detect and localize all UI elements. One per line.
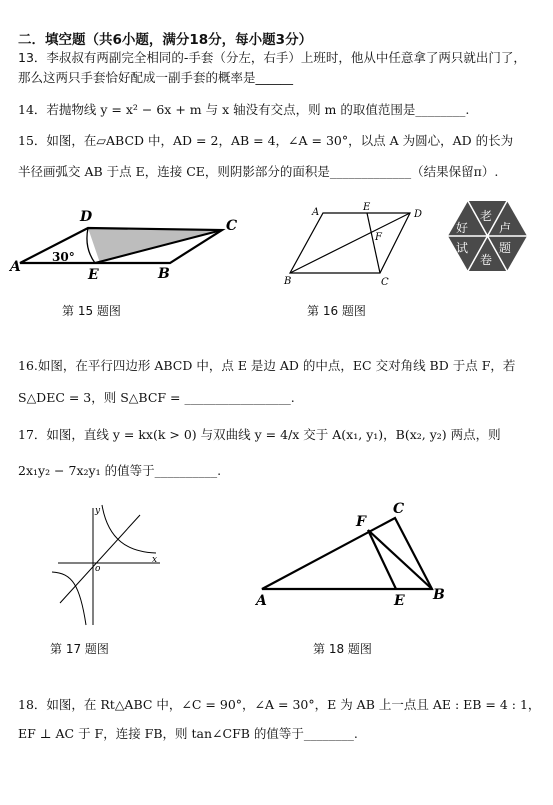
- fig17-label-y: y: [95, 506, 101, 516]
- q17-line2: 2x₁y₂ − 7x₂y₁ 的值等于__________.: [18, 463, 222, 478]
- fig15-caption: 第 15 题图: [62, 304, 121, 318]
- q15-line2: 半径画弧交 AB 于点 E，连接 CE，则阴影部分的面积是_____________（结果保留π）.: [18, 164, 499, 179]
- fig15-label-c: C: [226, 218, 238, 234]
- fig16-caption: 第 16 题图: [307, 304, 366, 318]
- fig16-label-e: E: [363, 202, 371, 213]
- q15-line1: 15．如图，在▱ABCD 中，AD = 2，AB = 4，∠A = 30°，以点 A 为圆心，AD 的长为: [18, 133, 514, 148]
- q16-line2: S△DEC = 3，则 S△BCF = _________________.: [18, 390, 295, 405]
- fig15-label-d: D: [80, 209, 93, 225]
- fig16-label-f: F: [375, 232, 382, 243]
- fig15-label-a: A: [10, 259, 21, 275]
- fig16-label-c: C: [381, 277, 389, 288]
- q18-line1: 18．如图，在 Rt△ABC 中，∠C = 90°，∠A = 30°，E 为 AB 上一点且 AE : EB = 4 : 1，: [18, 697, 541, 712]
- q16-line1: 16.如图，在平行四边形 ABCD 中，点 E 是边 AD 的中点，EC 交对角线 BD 于点 F，若: [18, 358, 516, 373]
- fig18-label-e: E: [394, 593, 405, 609]
- logo-char-6: 题: [499, 241, 512, 255]
- fig18-label-a: A: [256, 593, 267, 609]
- logo-char-5: 卷: [480, 253, 493, 267]
- fig16-label-d: D: [414, 209, 423, 220]
- fig16-label-a: A: [312, 207, 320, 218]
- fig17-label-o: o: [95, 564, 101, 574]
- fig18-caption: 第 18 题图: [313, 642, 372, 656]
- q14-text: 14．若抛物线 y = x² − 6x + m 与 x 轴没有交点，则 m 的取值范围是________.: [18, 102, 470, 117]
- fig18-label-c: C: [393, 501, 405, 517]
- q18-line2: EF ⊥ AC 于 F，连接 FB，则 tan∠CFB 的值等于________.: [18, 726, 358, 741]
- fig18-segment-fb: [368, 530, 432, 589]
- fig18-label-b: B: [433, 587, 445, 603]
- fig15-label-b: B: [158, 266, 170, 282]
- q13-line1: 13．李叔叔有两副完全相同的-手套（分左，右手）上班时，他从中任意拿了两只就出门了，: [18, 50, 526, 65]
- fig15-label-e: E: [88, 267, 99, 283]
- logo-char-4: 试: [456, 241, 469, 255]
- section-heading: 二．填空题（共6小题，满分18分，每小题3分）: [18, 32, 313, 48]
- q13-line2: 那么这两只手套恰好配成一副手套的概率是______: [18, 70, 294, 85]
- fig16-label-b: B: [284, 276, 292, 287]
- fig15-angle-label: 30°: [52, 250, 75, 264]
- fig17-label-x: x: [152, 555, 158, 565]
- fig17-caption: 第 17 题图: [50, 642, 109, 656]
- fig18-triangle-abc: [262, 518, 432, 589]
- q17-line1: 17．如图，直线 y = kx(k > 0) 与双曲线 y = 4/x 交于 A(x₁, y₁)，B(x₂, y₂) 两点，则: [18, 427, 501, 442]
- logo-char-2: 卢: [499, 221, 512, 235]
- logo-char-3: 好: [456, 221, 469, 235]
- logo-char-1: 老: [480, 209, 493, 223]
- fig18-segment-ef: [368, 530, 396, 589]
- fig18-label-f: F: [356, 514, 366, 530]
